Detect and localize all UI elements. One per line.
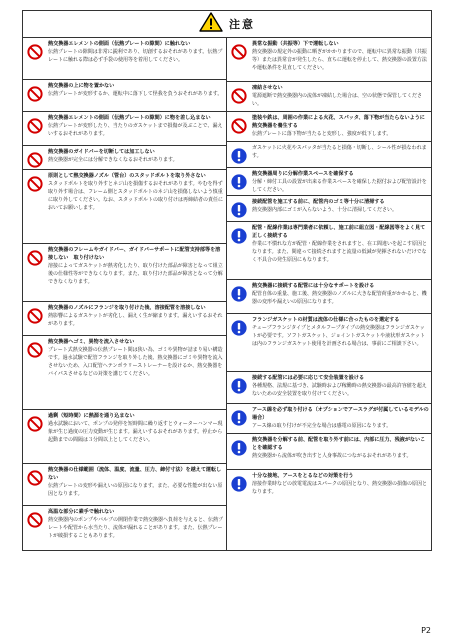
notice-title: 注意 bbox=[229, 18, 255, 31]
notice-body: ガスケットに火花やスパッタが当たると損傷・切断し、シール性が損なわれます。 bbox=[252, 145, 427, 159]
notice-text bbox=[46, 40, 224, 77]
notice-item bbox=[227, 404, 431, 434]
notice-item bbox=[23, 112, 226, 146]
mandatory-action-icon bbox=[228, 282, 250, 311]
notice-body: 配管自体の重量、施工後、熱交換器のノズルに大きな配管荷重がかかると、機器の変形や漏えいの原因になります。 bbox=[252, 291, 427, 305]
notice-text bbox=[250, 374, 429, 401]
notice-text bbox=[250, 316, 429, 369]
notice-text bbox=[250, 114, 429, 139]
prohibition-icon bbox=[24, 466, 46, 503]
notice-item bbox=[227, 280, 431, 314]
notice-heading: 熱交換器のフレームやガイドバー、ガイドバーサポートに配管支持部等を溶接しない 取り付けない bbox=[48, 247, 221, 261]
notice-body: 熱交換器内部にゴミが入らないよう、十分に清掃してください。 bbox=[252, 207, 398, 213]
mandatory-action-icon bbox=[228, 406, 250, 431]
notice-text bbox=[250, 170, 429, 193]
notice-heading: 熱交換器の上に物を置かない bbox=[48, 83, 115, 89]
notice-text bbox=[46, 172, 224, 241]
notice-heading: 凍結させない bbox=[252, 85, 283, 91]
notice-item bbox=[227, 38, 431, 82]
notice-text bbox=[46, 148, 224, 167]
notice-heading: 原則として熱交換器ノズル（管台）のスタッドボルトを取り外さない bbox=[48, 173, 206, 179]
notice-item bbox=[227, 112, 431, 142]
notice-heading: 過剰（短時間）に熱源を通り込まない bbox=[48, 413, 135, 419]
notice-heading: 熱交換器のノズルにフランジを取り付けた後、溶接配管を溶接しない bbox=[48, 305, 206, 311]
notice-text bbox=[250, 472, 429, 502]
notice-body: 熱交換器内のポンプやバルブの開閉作業で熱交換器へ負荷を与えると、伝熱プレートや配管から水当たり、流体が漏れることがあります。また、伝熱プレートが破損することもあります。 bbox=[48, 517, 224, 539]
notice-heading: 熱交換器周りに分解作業スペースを確保する bbox=[252, 171, 354, 177]
notice-heading: 異常な振動（共振等）下で運転しない bbox=[252, 41, 339, 47]
notice-heading: アース線を必ず取り付ける（オプションでアースラグが付属しているモデルの場合） bbox=[252, 407, 429, 421]
prohibition-icon bbox=[24, 338, 46, 407]
notice-heading: 熱交換器のガイドバーを切断しては加工しない bbox=[48, 149, 155, 155]
prohibition-icon bbox=[24, 246, 46, 299]
notice-item bbox=[23, 336, 226, 410]
notice-heading: 高温な部分に素手で触れない bbox=[48, 509, 115, 515]
notice-body: スタッドボルトを取り外すとネジ山を損傷するおそれがあります。やむを得ず取り外す場合は、フレーム側とスタッドボルトのネジ山を損傷しないよう慎重に取り外してください。なお、スタッドボルトの取り付けは再締結者の責任においてお願いします。 bbox=[48, 181, 224, 211]
mandatory-action-icon bbox=[228, 224, 250, 277]
notice-heading: 配管・配線作業は専門業者に依頼し、施工前に組立図・配線図等をよく見て正しく接続する bbox=[252, 225, 426, 239]
notice-item bbox=[23, 410, 226, 464]
notice-text bbox=[250, 436, 429, 467]
notice-body: 溶接作業時などの放電電流はスパークの原因となり、熱交換器の損傷の原因となります。 bbox=[252, 481, 428, 495]
prohibition-icon bbox=[24, 82, 46, 109]
notice-item bbox=[23, 38, 226, 80]
prohibition-icon bbox=[24, 40, 46, 77]
notice-grid bbox=[23, 38, 431, 550]
notice-heading: フランジガスケットの材質は流体の仕様に合ったものを選定する bbox=[252, 317, 400, 323]
notice-item bbox=[227, 222, 431, 280]
notice-heading: 熱交換器に接続する配管には十分なサポートを設ける bbox=[252, 283, 375, 289]
notice-heading: 十分な接地、アースをとるなどの対策を行う bbox=[252, 473, 354, 479]
notice-item bbox=[227, 470, 431, 504]
notice-text bbox=[46, 412, 224, 461]
left-column bbox=[23, 38, 227, 550]
notice-text bbox=[46, 82, 224, 109]
notice-text bbox=[250, 282, 429, 311]
notice-item bbox=[227, 372, 431, 404]
notice-body: 熱交換器の規定外の振動に晒ぎがかかりますので、運転中に異常な振動（共振等）または異常音が発生したら、直ちに運転を停止して、熱交換器の設置方法や運転条件を見直してください。 bbox=[252, 49, 427, 71]
notice-item bbox=[23, 170, 226, 244]
notice-text bbox=[46, 304, 224, 333]
prohibition-icon bbox=[24, 412, 46, 461]
prohibition-icon bbox=[228, 84, 250, 109]
notice-body: 伝熱プレートが変形したり、当たりのガスケットまで損傷が及ぶことで、漏えいするおそれがあります。 bbox=[48, 123, 223, 137]
prohibition-icon bbox=[24, 304, 46, 333]
notice-heading: 接続配管を施工する前に、配管内のゴミ等十分に清掃する bbox=[252, 199, 385, 205]
notice-text bbox=[46, 114, 224, 143]
prohibition-icon bbox=[228, 114, 250, 139]
notice-heading: 熱交換器の仕様範囲（流体、温度、流量、圧力、締付寸法）を越えて運転しない bbox=[48, 467, 222, 481]
mandatory-action-icon bbox=[228, 144, 250, 165]
notice-text bbox=[250, 84, 429, 109]
notice-body: 伝熱プレートの変形や漏えいの原因になります。また、必要な性能が出ない原因となります。 bbox=[48, 483, 223, 497]
notice-body: 伝熱プレートが変形するか、運転中に落下して怪我を負うおそれがあります。 bbox=[48, 91, 223, 97]
notice-item bbox=[227, 168, 431, 196]
notice-body: 伝熱プレートに落下物が当たると変形し、強度が低下します。 bbox=[252, 131, 392, 137]
notice-body: 各種規格、法規に基づき、試験時および稼働時の熱交換器の最高許容値を超えないための安全装置を取り付けてください。 bbox=[252, 383, 427, 397]
notice-heading: 熱交換器へゴミ、異物を流入させない bbox=[48, 339, 135, 345]
notice-text bbox=[250, 144, 429, 165]
notice-body: 熱交換器から流体が吹き出すと人身事故につながるおそれがあります。 bbox=[252, 453, 412, 459]
notice-text bbox=[46, 508, 224, 548]
notice-heading: 熱交換器エレメントの側面（伝熱プレートの隙間）に触れない bbox=[48, 41, 191, 47]
notice-item bbox=[23, 146, 226, 170]
notice-heading: 熱交換器を分解する前、配管を取り外す前には、内部に圧力、残液がないことを確認する bbox=[252, 437, 426, 451]
page-number: P2 bbox=[421, 626, 431, 635]
warning-triangle-icon bbox=[199, 12, 223, 36]
notice-item bbox=[23, 80, 226, 112]
prohibition-icon bbox=[24, 114, 46, 143]
notice-body: 電源遮断で熱交換器内の流体が凍結した場合は、空の状態で保管してください。 bbox=[252, 93, 423, 107]
prohibition-icon bbox=[24, 172, 46, 241]
notice-body: 伝熱プレートの隙間は非常に鋭利であり、切創するおそれがあります。伝熱プレートに触れる際は必ず手袋の使用等を着用してください。 bbox=[48, 49, 223, 63]
notice-body: 分解・締付工具の設置が出来る作業スペースを確保した据付および配管設計をしてください。 bbox=[252, 179, 427, 193]
notice-heading: 接続する配管には必要に応じて安全装置を設ける bbox=[252, 375, 365, 381]
notice-text bbox=[250, 406, 429, 431]
notice-item bbox=[227, 314, 431, 372]
notice-item bbox=[23, 464, 226, 506]
mandatory-action-icon bbox=[228, 436, 250, 467]
notice-heading: 塗装や鉄は、周囲の作業による火花、スパッタ、落下物が当たらないように熱交換器を養生する bbox=[252, 115, 425, 129]
notice-item bbox=[227, 142, 431, 168]
notice-item bbox=[227, 196, 431, 222]
notice-body: アース線の取り付けが不完全な場合は感電の原因になります。 bbox=[252, 423, 392, 429]
notice-text bbox=[46, 246, 224, 299]
prohibition-icon bbox=[24, 148, 46, 167]
notice-text bbox=[250, 224, 429, 277]
notice-text bbox=[250, 198, 429, 219]
notice-item bbox=[23, 302, 226, 336]
notice-body: 作業に不慣れな方が配管・配線作業をされますと、在工間違いを起こす原因となります。また、間違って接続されますと流量の低減が発揮されないだけでなく不具合の発生原因にもなります。 bbox=[252, 241, 428, 263]
notice-body: 過水試験において、ポンプの発停を短時間に繰り返すとウォーターハンマー現象が生じ過度の圧力変動が生じます。漏えいするおそれがあります。停止から起動までの間隔は３分間以上としてください。 bbox=[48, 421, 223, 443]
mandatory-action-icon bbox=[228, 472, 250, 502]
mandatory-action-icon bbox=[228, 316, 250, 369]
notice-body: 熱交換器が完全には分解できなくなるおそれがあります。 bbox=[48, 157, 178, 163]
notice-body: 熱影響によるガスケットが劣化し、漏えく生が縮まります。漏えいするおそれがあります。 bbox=[48, 313, 223, 327]
mandatory-action-icon bbox=[228, 170, 250, 193]
safety-notice-page bbox=[22, 10, 432, 551]
notice-body: プレート式熱交換器の伝熱プレート間は狭い為、ゴミや異物が詰まり易い構造です。過水試験で配管フランジを取り外した後、熱交換器にゴミや異物を流入させないため、入口配管へテンポラリーストレーナーを設けるか、熱交換器をバイパスさせるなどの対策を講じてください。 bbox=[48, 347, 223, 377]
notice-text bbox=[46, 466, 224, 503]
notice-item bbox=[23, 244, 226, 302]
notice-header bbox=[23, 11, 431, 38]
notice-heading: 熱交換器エレメントの側面（伝熱プレートの隙間）に物を差し込まない bbox=[48, 115, 211, 121]
prohibition-icon bbox=[228, 40, 250, 79]
notice-body: 溶接によってガスケットが熱劣化したり、取り付けた部品が障害となって組立後の仕様性等ができなくなります。また、取り付けた部品が障害となって分解できなくなります。 bbox=[48, 263, 223, 285]
notice-text bbox=[46, 338, 224, 407]
notice-text bbox=[250, 40, 429, 79]
notice-item bbox=[227, 82, 431, 112]
notice-item bbox=[227, 434, 431, 470]
mandatory-action-icon bbox=[228, 198, 250, 219]
notice-body: チューブフランジタイプとメタルフープタイプの熱交換器はフランジガスケットが必要です。ソフトガスケット、ジョイントガスケットや液状形ガスケットは内のフランジガスケット使用を計画される場合は、事前にご相談下さい。 bbox=[252, 325, 426, 347]
notice-item bbox=[23, 506, 226, 550]
right-column bbox=[227, 38, 431, 550]
mandatory-action-icon bbox=[228, 374, 250, 401]
prohibition-icon bbox=[24, 508, 46, 548]
